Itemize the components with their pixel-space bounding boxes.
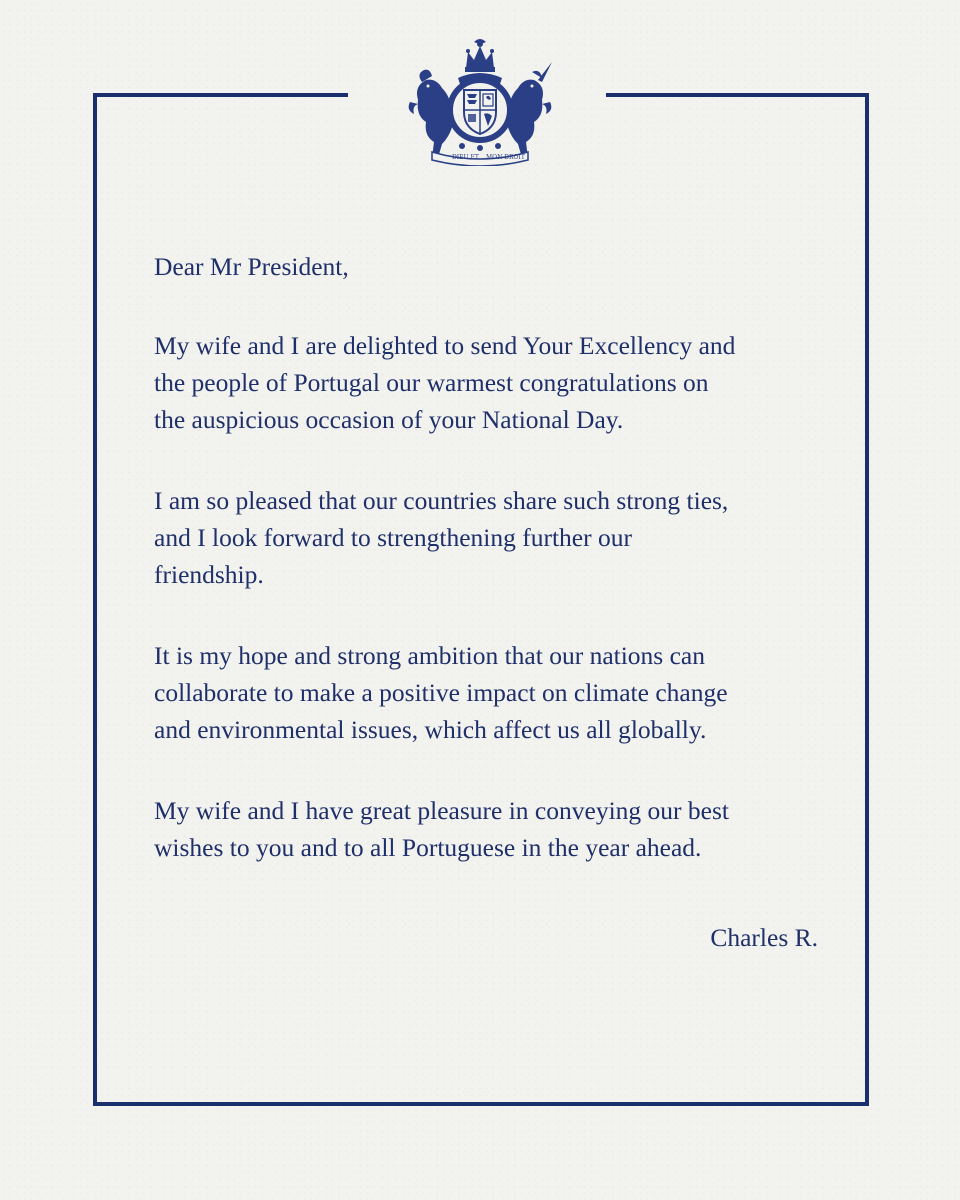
letter-paragraph: I am so pleased that our countries share such strong ties, and I look forward to strengthening further our friendship. [154, 486, 729, 589]
letter-paragraph: My wife and I are delighted to send Your Excellency and the people of Portugal our warmest congratulations on the auspicious occasion of your National Day. [154, 331, 736, 434]
letter-body [154, 248, 834, 910]
motto-right-text: MON DROIT [486, 154, 525, 161]
frame-bottom-border [93, 1102, 869, 1106]
royal-coat-of-arms-icon [402, 38, 558, 166]
frame-left-border [93, 93, 97, 1106]
frame-top-right-border [606, 93, 869, 97]
frame-top-left-border [93, 93, 348, 97]
letter-paragraph: It is my hope and strong ambition that our nations can collaborate to make a positive impact on climate change and environmental issues, which affect us all globally. [154, 641, 728, 744]
letter-signature: Charles R. [710, 923, 818, 952]
motto-left-text: DIEU ET [452, 154, 479, 161]
frame-right-border [865, 93, 869, 1106]
letter-paragraph: My wife and I have great pleasure in conveying our best wishes to you and to all Portuguese in the year ahead. [154, 796, 729, 862]
letter-salutation: Dear Mr President, [154, 252, 349, 281]
